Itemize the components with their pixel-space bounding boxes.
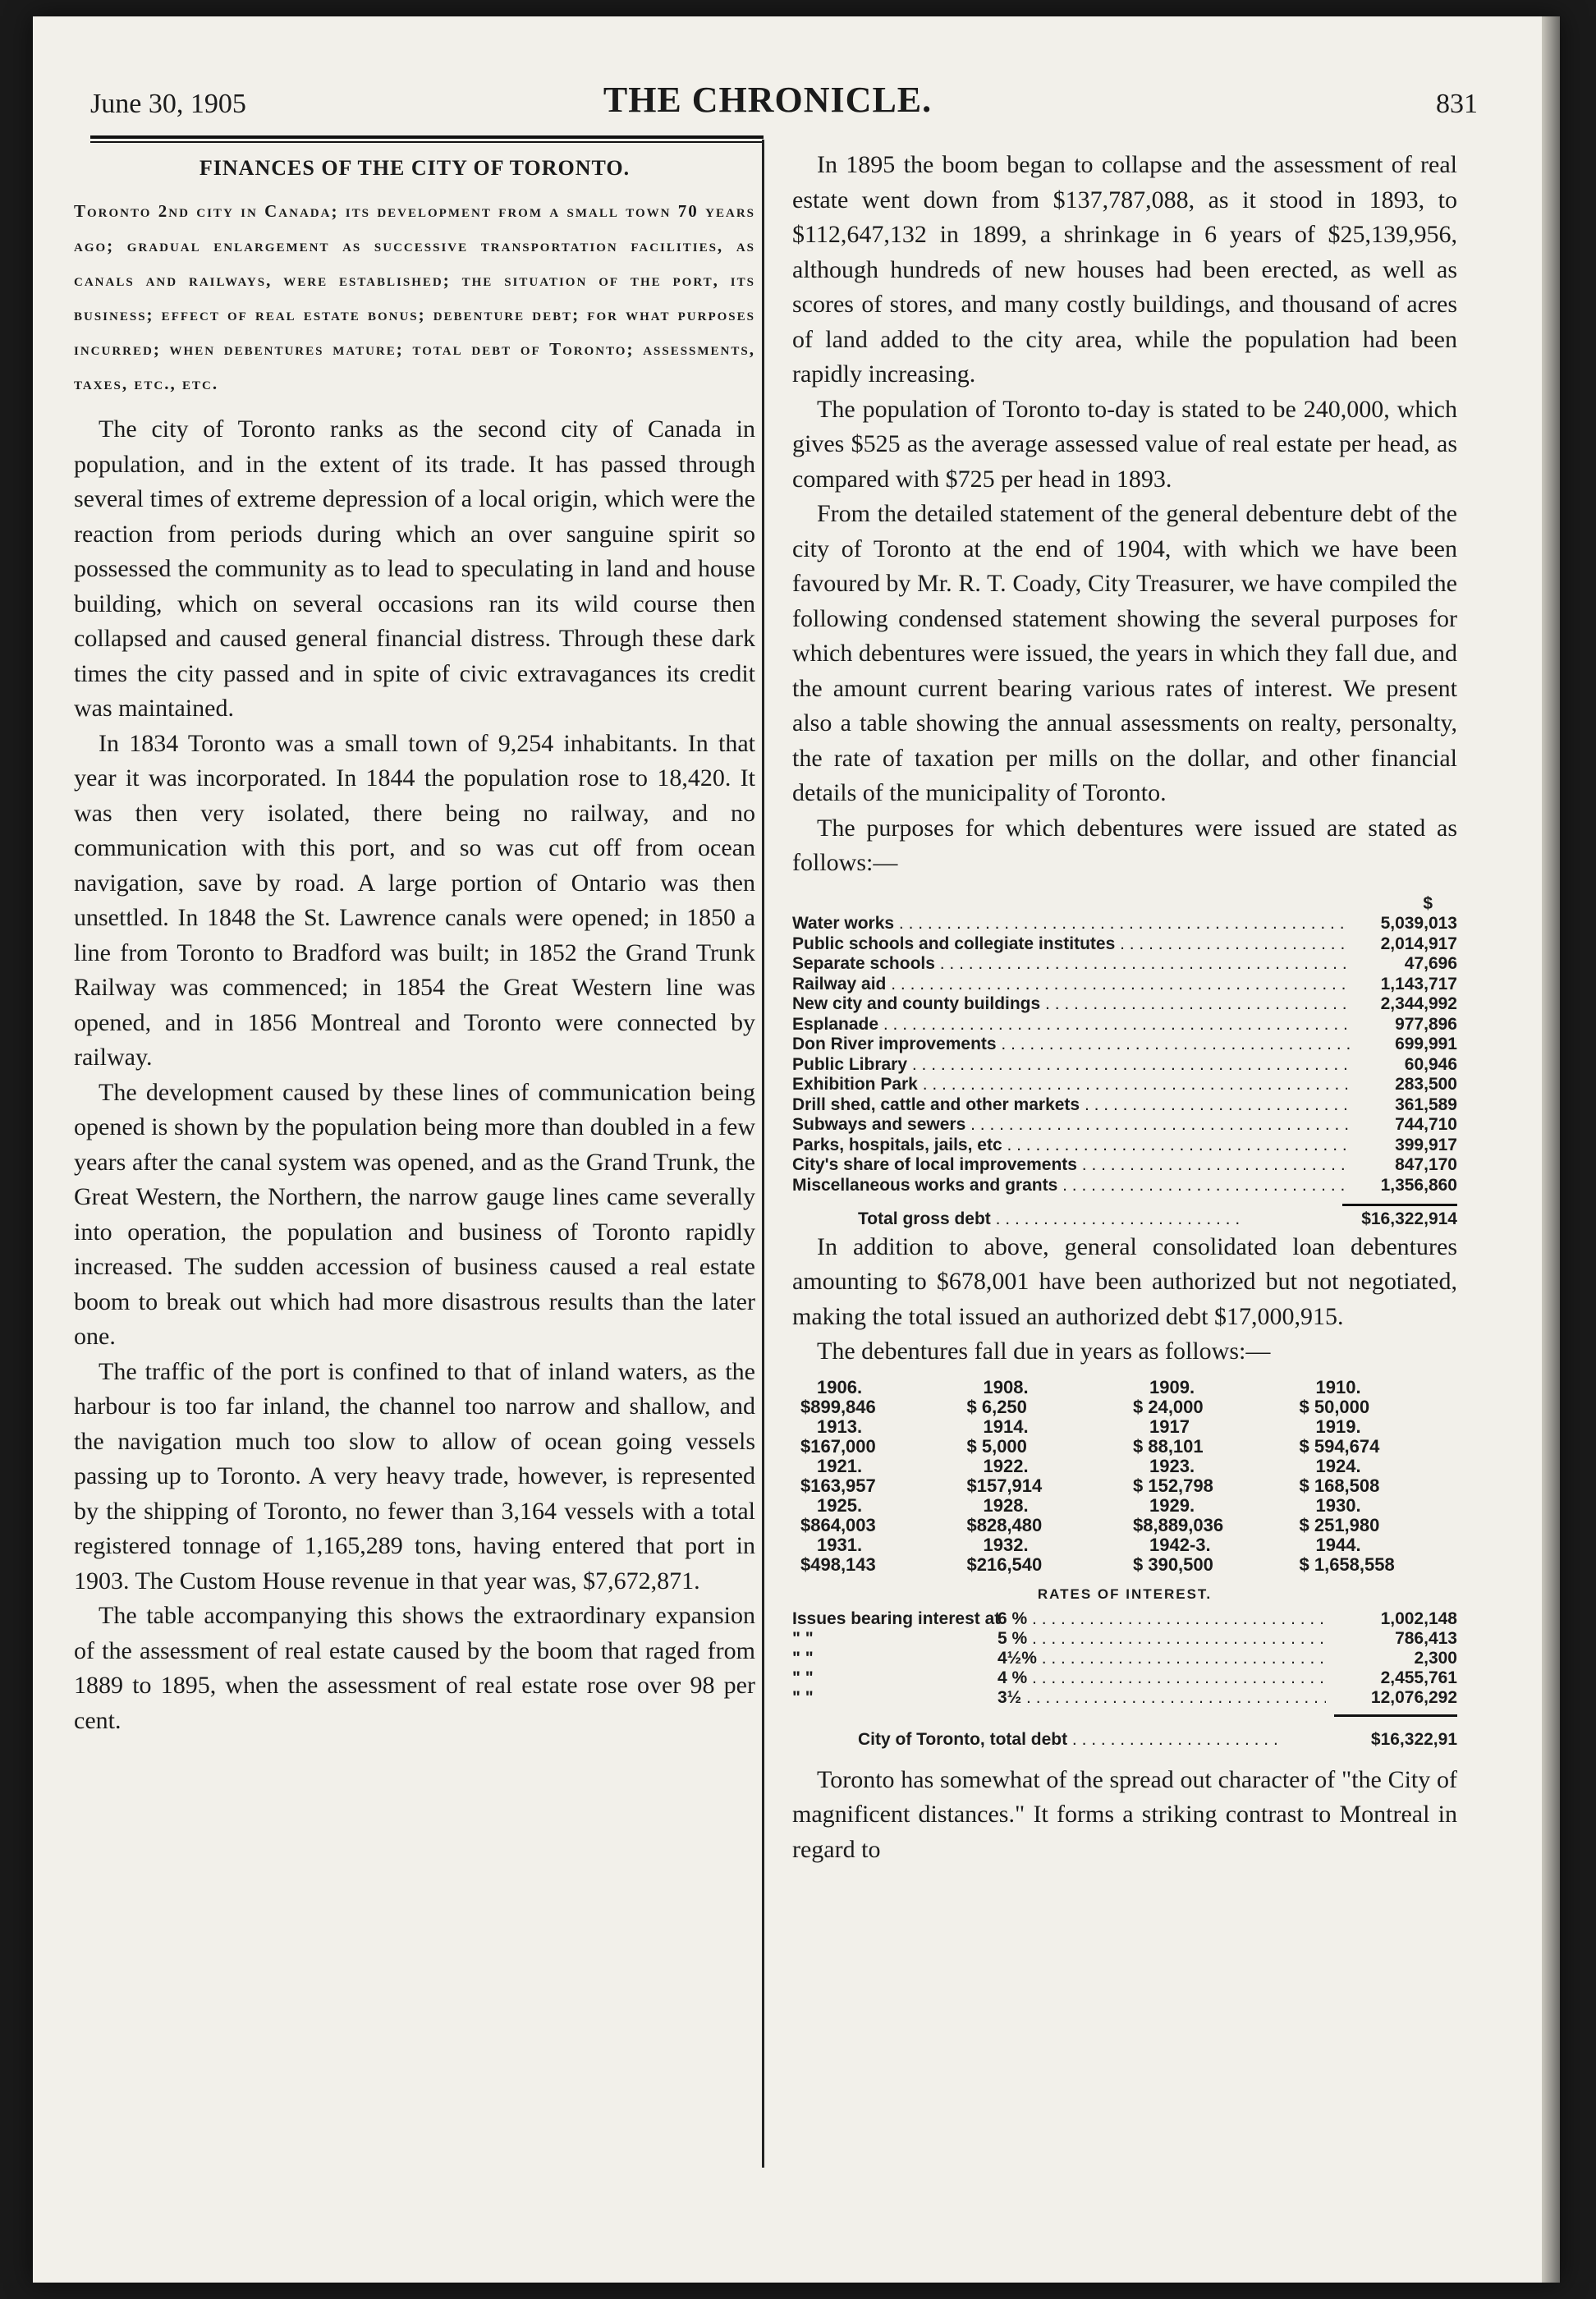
rates-total-label: City of Toronto, total debt . . .: [858, 1730, 1326, 1750]
table-row: [792, 1095, 1457, 1116]
maturity-amount: $ 5,000: [966, 1435, 1027, 1457]
rate-rate: 4½% . . .: [998, 1649, 1326, 1668]
table-row: [792, 914, 1457, 934]
maturity-year: 1914.: [983, 1416, 1029, 1437]
rate-row: [792, 1688, 1457, 1708]
rate-amount: 2,455,761: [1380, 1668, 1457, 1687]
rate-amount: 786,413: [1395, 1628, 1457, 1648]
maturity-amount: $ 50,000: [1299, 1396, 1370, 1417]
purpose-amount: 977,896: [1395, 1014, 1457, 1034]
publication-title: THE CHRONICLE.: [603, 80, 933, 120]
table-row: [792, 1176, 1457, 1196]
purpose-label: Subways and sewers . . .: [792, 1115, 1351, 1136]
purpose-amount: 5,039,013: [1380, 914, 1457, 933]
purpose-amount: 47,696: [1404, 954, 1457, 973]
article-title: FINANCES OF THE CITY OF TORONTO.: [199, 156, 631, 180]
maturity-amount: $163,957: [800, 1475, 876, 1496]
maturity-year: 1917: [1149, 1416, 1190, 1437]
header-rule-thin: [90, 141, 764, 143]
rate-rate: 3½ . . .: [998, 1688, 1326, 1708]
maturity-amount: $157,914: [966, 1475, 1043, 1496]
total-rule: [1342, 1204, 1457, 1206]
maturity-amount: $ 594,674: [1299, 1435, 1380, 1457]
purpose-amount: 2,344,992: [1380, 994, 1457, 1013]
table-row: [792, 975, 1457, 995]
maturity-amount: $ 88,101: [1133, 1435, 1204, 1457]
purpose-label: Parks, hospitals, jails, etc . . .: [792, 1136, 1351, 1156]
paragraph: The debentures fall due in years as follows:—: [817, 1338, 1271, 1365]
currency-unit: $: [1423, 893, 1433, 913]
purpose-amount: 847,170: [1395, 1155, 1457, 1174]
maturity-amount: $ 24,000: [1133, 1396, 1204, 1417]
purpose-label: Don River improvements . . .: [792, 1035, 1351, 1055]
maturity-year: 1928.: [983, 1494, 1029, 1516]
purpose-amount: 1,143,717: [1380, 974, 1457, 993]
purpose-amount: 361,589: [1395, 1094, 1457, 1114]
purpose-amount: 60,946: [1404, 1054, 1457, 1074]
maturity-amount: $ 1,658,558: [1299, 1553, 1395, 1575]
table-row: [792, 1155, 1457, 1176]
page-number: 831: [1436, 89, 1478, 119]
maturity-year: 1930.: [1315, 1494, 1361, 1516]
maturity-amount: $828,480: [966, 1514, 1043, 1535]
maturity-amount: $167,000: [800, 1435, 876, 1457]
purpose-amount: 283,500: [1395, 1075, 1457, 1094]
paragraph: In 1895 the boom began to collapse and the assessment of real estate went down from $137,787,088, as it stood in 1893, to $112,647,132 in 1899, a shrinkage in 6 years of $25,139,956, although hundreds of new houses had been erected, as well as scores of stores, and many costly buildings, and thousand of acres of land added to the city area, while the population had been rapidly increasing.: [792, 151, 1457, 388]
maturity-amount: $ 390,500: [1133, 1553, 1213, 1575]
maturity-amount: $ 152,798: [1133, 1475, 1213, 1496]
purpose-label: Railway aid . . .: [792, 975, 1351, 995]
issue-date: June 30, 1905: [90, 89, 246, 119]
rate-row: [792, 1629, 1457, 1649]
rate-amount: 1,002,148: [1380, 1608, 1457, 1628]
table-row: [792, 1055, 1457, 1076]
purpose-label: Water works . . .: [792, 914, 1351, 934]
total-label: Total gross debt . . .: [858, 1209, 1361, 1230]
paragraph: The traffic of the port is confined to that of inland waters, as the harbour is too far inland, the channel too narrow and shallow, and the navigation much too slow to allow of ocean going vessels passing up to Toronto. A very heavy trade, however, is represented by the shipping of Toronto, no fewer than 3,164 vessels with a total registered tonnage of 1,165,289 tons, having entered that port in 1903. The Custom House revenue in that year was, $7,672,871.: [74, 1357, 755, 1595]
paragraph: In 1834 Toronto was a small town of 9,254 inhabitants. In that year it was incorporated. In 1844 the population rose to 18,420. It was then very isolated, there being no railway, and no communication with this port, and so was cut off from ocean navigation, save by road. A large portion of Ontario was then unsettled. In 1848 the St. Lawrence canals were opened; in 1850 a line from Toronto to Bradford was built; in 1852 the Grand Trunk Railway was commenced; in 1854 the Great Western line was opened, and in 1856 Montreal and Toronto were connected by railway.: [74, 729, 755, 1071]
table-row: [792, 994, 1457, 1015]
maturity-year: 1924.: [1315, 1455, 1361, 1476]
rates-rule: [1334, 1714, 1457, 1717]
purposes-table: [792, 894, 1457, 1230]
paragraph: The table accompanying this shows the extraordinary expansion of the assessment of real estate caused by the boom that raged from 1889 to 1895, when the assessment of real estate rose over 98 per cent.: [74, 1602, 755, 1734]
maturity-year: 1932.: [983, 1534, 1029, 1555]
maturity-amount: $864,003: [800, 1514, 876, 1535]
newspaper-page: [33, 16, 1560, 2283]
maturity-amount: $ 6,250: [966, 1396, 1027, 1417]
paragraph: In addition to above, general consolidated loan debentures amounting to $678,001 have been authorized but not negotiated, making the total issued an authorized debt $17,000,915.: [792, 1232, 1457, 1330]
purpose-label: Public schools and collegiate institutes . . .: [792, 934, 1351, 955]
paragraph: The city of Toronto ranks as the second city of Canada in population, and in the extent of its trade. It has passed through several times of extreme depression of a local origin, which were the reaction from periods during which an over sanguine spirit so possessed the community as to lead to speculating in land and house building, which on several occasions ran its wild course then collapsed and caused general financial distress. Through these dark times the city passed and in spite of civic extravagances its credit was maintained.: [74, 415, 755, 722]
purpose-amount: 744,710: [1395, 1115, 1457, 1134]
paragraph: The development caused by these lines of communication being opened is shown by the population being more than doubled in a few years after the canal system was opened, and as the Grand Trunk, the Great Western, the Northern, the narrow gauge lines came severally into operation, the population and business of Toronto rapidly increased. The sudden accession of business caused a real estate boom to break out which had more disastrous results than the later one.: [74, 1078, 755, 1350]
right-column: [792, 148, 1457, 1867]
rates-total-amount: $16,322,91: [1370, 1729, 1457, 1749]
purpose-label: New city and county buildings . . .: [792, 994, 1351, 1015]
rate-row: [792, 1668, 1457, 1688]
binding-edge: [1542, 16, 1560, 2283]
table-row: [792, 1115, 1457, 1136]
maturity-year: 1906.: [817, 1376, 863, 1397]
purpose-label: Exhibition Park . . .: [792, 1075, 1351, 1095]
column-divider: [762, 140, 764, 2168]
header-rule: [90, 135, 764, 139]
rate-rate: 4 % . . .: [998, 1668, 1326, 1688]
maturity-year: 1909.: [1149, 1376, 1195, 1397]
table-row: [792, 954, 1457, 975]
rate-amount: 2,300: [1414, 1648, 1457, 1668]
purpose-label: Miscellaneous works and grants . . .: [792, 1176, 1351, 1196]
table-row: [792, 934, 1457, 955]
table-row: [792, 1035, 1457, 1055]
rates-heading: RATES OF INTEREST.: [1037, 1585, 1213, 1602]
rate-amount: 12,076,292: [1370, 1687, 1457, 1707]
maturity-amount: $ 168,508: [1299, 1475, 1380, 1496]
maturity-amount: $ 251,980: [1299, 1514, 1380, 1535]
purpose-label: Drill shed, cattle and other markets . . .: [792, 1095, 1351, 1116]
maturity-year: 1910.: [1315, 1376, 1361, 1397]
maturity-amount: $498,143: [800, 1553, 876, 1575]
purpose-label: Public Library . . .: [792, 1055, 1351, 1076]
paragraph: The population of Toronto to-day is stated to be 240,000, which gives $525 as the average assessed value of real estate per head, as compared with $725 per head in 1893.: [792, 395, 1457, 493]
maturity-year: 1913.: [817, 1416, 863, 1437]
maturity-year: 1923.: [1149, 1455, 1195, 1476]
rate-prefix: " ": [792, 1628, 814, 1648]
maturity-amount: $216,540: [966, 1553, 1043, 1575]
table-row: [792, 1015, 1457, 1035]
paragraph: From the detailed statement of the general debenture debt of the city of Toronto at the end of 1904, with which we have been favoured by Mr. R. T. Coady, City Treasurer, we have compiled the following condensed statement showing the several purposes for which debentures were issued, the years in which they fall due, and the amount current bearing various rates of interest. We present also a table showing the annual assessments on realty, personalty, the rate of taxation per mills on the dollar, and other financial details of the municipality of Toronto.: [792, 500, 1457, 806]
rates-total-row: [792, 1730, 1457, 1750]
rate-row: [792, 1609, 1457, 1629]
maturity-year: 1908.: [983, 1376, 1029, 1397]
maturity-year: 1931.: [817, 1534, 863, 1555]
rate-rate: 5 % . . .: [998, 1629, 1326, 1649]
rate-prefix: Issues bearing interest at: [792, 1608, 1001, 1628]
purpose-amount: 699,991: [1395, 1035, 1457, 1053]
maturity-table: [792, 1378, 1457, 1575]
table-row: [792, 1136, 1457, 1156]
total-amount: $16,322,914: [1361, 1209, 1457, 1228]
maturity-year: 1925.: [817, 1494, 863, 1516]
paragraph: The purposes for which debentures were issued are stated as follows:—: [792, 814, 1457, 876]
page-header: [90, 66, 1478, 131]
rate-prefix: " ": [792, 1648, 814, 1668]
purpose-amount: 1,356,860: [1380, 1175, 1457, 1195]
paragraph: Toronto has somewhat of the spread out character of "the City of magnificent distances." It forms a striking contrast to Montreal in regard to: [792, 1765, 1457, 1863]
purpose-amount: 399,917: [1395, 1135, 1457, 1154]
maturity-year: 1944.: [1315, 1534, 1361, 1555]
maturity-year: 1921.: [817, 1455, 863, 1476]
table-total-row: [792, 1209, 1457, 1230]
maturity-amount: $899,846: [800, 1396, 876, 1417]
purpose-label: City's share of local improvements . . .: [792, 1155, 1351, 1176]
purpose-label: Esplanade . . .: [792, 1015, 1351, 1035]
rate-row: [792, 1649, 1457, 1668]
table-row: [792, 1075, 1457, 1095]
left-column: [74, 148, 755, 1738]
article-subheading: Toronto 2nd city in Canada; its development from a small town 70 years ago; gradual enlargement as successive transportation facilities, as canals and railways, were established; the situation of the port, its business; effect of real estate bonus; debenture debt; for what purposes incurred; when debentures mature; total debt of Toronto; assessments, taxes, etc., etc.: [74, 201, 755, 393]
rate-prefix: " ": [792, 1668, 814, 1687]
purpose-label: Separate schools . . .: [792, 954, 1351, 975]
rate-rate: 6 % . . .: [998, 1609, 1326, 1629]
maturity-year: 1942-3.: [1149, 1534, 1211, 1555]
maturity-year: 1929.: [1149, 1494, 1195, 1516]
maturity-year: 1922.: [983, 1455, 1029, 1476]
purpose-amount: 2,014,917: [1380, 934, 1457, 953]
maturity-year: 1919.: [1315, 1416, 1361, 1437]
rate-prefix: " ": [792, 1687, 814, 1707]
maturity-amount: $8,889,036: [1133, 1514, 1224, 1535]
rates-table: [792, 1609, 1457, 1750]
